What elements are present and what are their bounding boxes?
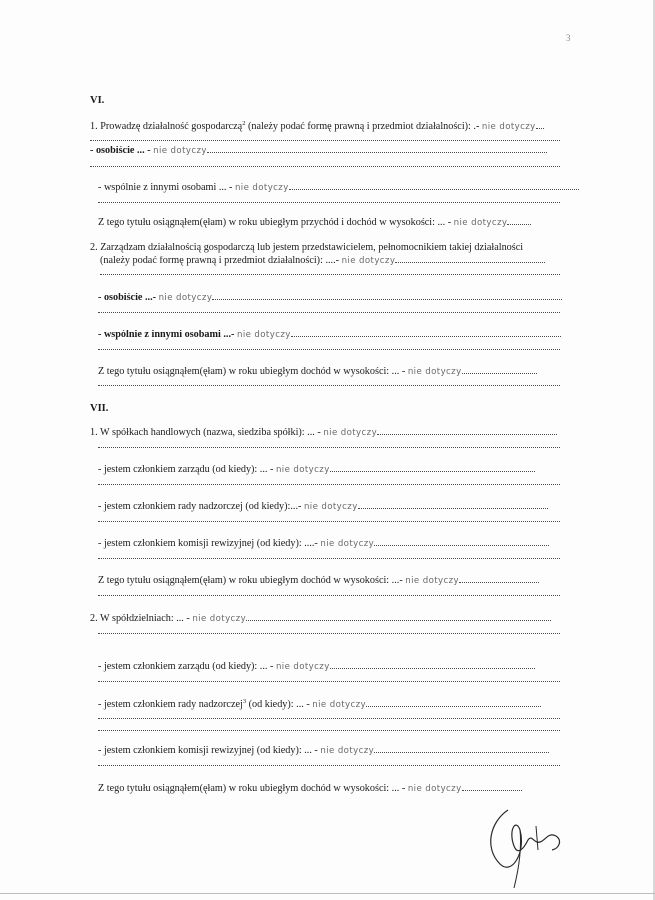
vii-2-board-label: - jestem członkiem zarządu (od kiedy): ... -	[98, 662, 276, 672]
vii-2-main	[90, 614, 655, 624]
vii-1-supervisory-value: nie dotyczy	[303, 502, 358, 512]
vii-1-income	[98, 576, 655, 586]
vii-2-supervisory-dotline-2	[98, 730, 560, 731]
vii-2-audit-value: nie dotyczy	[320, 746, 375, 756]
vii-2-audit	[98, 746, 655, 756]
vi-2-main-line1: 2. Zarządzam działalnością gospodarczą lub jestem przedstawicielem, pełnomocnikiem takiej działalności	[90, 243, 524, 253]
section-vii-heading: VII.	[90, 404, 109, 414]
vii-1-supervisory	[98, 502, 655, 512]
vii-2-main-label: 2. W spółdzielniach: ... -	[90, 614, 193, 624]
vi-2-joint	[98, 330, 655, 340]
vi-1-main-tail: (należy podać formę prawną i przedmiot działalności): .-	[245, 121, 482, 132]
vi-2-personal-dotline	[98, 312, 560, 313]
vi-2-joint-value: nie dotyczy	[236, 330, 291, 340]
vii-2-audit-dotline	[98, 765, 560, 766]
vi-1-main	[90, 121, 655, 132]
vi-1-main-value: nie dotyczy	[481, 122, 536, 132]
vi-1-joint-dotline	[98, 202, 560, 203]
vii-1-income-label: Z tego tytułu osiągnąłem(ęłam) w roku ubiegłym dochód w wysokości: ...-	[98, 576, 406, 586]
vii-1-board	[98, 465, 655, 475]
vii-1-board-label: - jestem członkiem zarządu (od kiedy): ... -	[98, 465, 276, 475]
footnote-2-mark: 2	[242, 121, 246, 127]
vii-1-main-dotline	[98, 447, 560, 448]
vii-1-board-dotline	[98, 484, 560, 485]
vi-2-income-value: nie dotyczy	[407, 367, 462, 377]
vi-2-personal-value: nie dotyczy	[158, 293, 213, 303]
vi-2-main-value: nie dotyczy	[341, 256, 396, 266]
vii-2-income-value: nie dotyczy	[407, 784, 462, 794]
vi-2-personal-label: - osobiście ...-	[98, 293, 159, 303]
section-vi-heading: VI.	[90, 96, 105, 106]
vii-2-main-dotline	[98, 633, 560, 634]
vii-1-main-value: nie dotyczy	[323, 428, 378, 438]
vii-1-audit-label: - jestem członkiem komisji rewizyjnej (od kiedy): ....-	[98, 539, 321, 549]
vii-2-board-dotline	[98, 681, 560, 682]
vi-1-joint-label: - wspólnie z innymi osobami ... -	[98, 183, 235, 193]
vii-1-main-label: 1. W spółkach handlowych (nazwa, siedziba spółki): ... -	[90, 428, 324, 438]
vi-2-main-line2	[100, 256, 655, 266]
vii-1-supervisory-dotline	[98, 521, 560, 522]
vi-2-income-dotline	[98, 385, 560, 386]
vii-1-main	[90, 428, 655, 438]
vii-1-audit	[98, 539, 655, 549]
vii-1-board-value: nie dotyczy	[275, 465, 330, 475]
vii-2-main-value: nie dotyczy	[192, 614, 247, 624]
footnote-3-mark: 3	[242, 699, 247, 705]
vi-2-joint-dotline	[98, 349, 560, 350]
vi-1-joint	[98, 183, 655, 193]
vii-1-audit-dotline	[98, 558, 560, 559]
vii-2-supervisory	[98, 699, 655, 710]
vii-2-supervisory-tail: (od kiedy): ... -	[246, 699, 313, 710]
vii-2-supervisory-label: - jestem członkiem rady nadzorczej	[98, 699, 243, 710]
vii-1-income-value: nie dotyczy	[405, 576, 460, 586]
vi-2-joint-label: - wspólnie z innymi osobami ...-	[98, 330, 237, 340]
vi-2-personal	[98, 293, 655, 303]
vii-2-income-label: Z tego tytułu osiągnąłem(ęłam) w roku ubiegłym dochód w wysokości: ... -	[98, 784, 408, 794]
vii-2-supervisory-value: nie dotyczy	[312, 700, 367, 710]
vi-1-main-dotline	[90, 140, 560, 141]
vi-1-joint-value: nie dotyczy	[234, 183, 289, 193]
vii-2-income	[98, 784, 655, 794]
vi-1-income	[98, 218, 655, 228]
signature-image	[478, 790, 568, 890]
scan-edge-bottom	[0, 893, 655, 894]
vi-1-personal-dotline	[90, 166, 560, 167]
vi-1-personal-value: nie dotyczy	[153, 146, 207, 156]
vi-2-main-label: (należy podać formę prawną i przedmiot działalności): ....-	[100, 256, 342, 266]
vi-2-income-label: Z tego tytułu osiągnąłem(ęłam) w roku ubiegłym dochód w wysokości: ... -	[98, 367, 408, 377]
page-mark: 3	[566, 33, 571, 43]
vi-2-main-dotline	[100, 274, 560, 275]
vi-1-personal-label: - osobiście ... -	[90, 146, 154, 156]
vii-2-board	[98, 662, 655, 672]
vi-1-income-label: Z tego tytułu osiągnąłem(ęłam) w roku ubiegłym przychód i dochód w wysokości: ... -	[98, 218, 454, 228]
vii-2-board-value: nie dotyczy	[275, 662, 330, 672]
vii-1-supervisory-label: - jestem członkiem rady nadzorczej (od kiedy):...-	[98, 502, 304, 512]
vi-1-main-label: 1. Prowadzę działalność gospodarczą	[90, 121, 243, 132]
vi-1-personal	[90, 146, 655, 156]
vi-2-income	[98, 367, 655, 377]
vii-2-supervisory-dotline	[98, 718, 560, 719]
vii-1-audit-value: nie dotyczy	[320, 539, 375, 549]
vi-1-income-value: nie dotyczy	[453, 218, 508, 228]
vii-2-audit-label: - jestem członkiem komisji rewizyjnej (od kiedy): ... -	[98, 746, 321, 756]
vii-1-income-dotline	[98, 595, 560, 596]
